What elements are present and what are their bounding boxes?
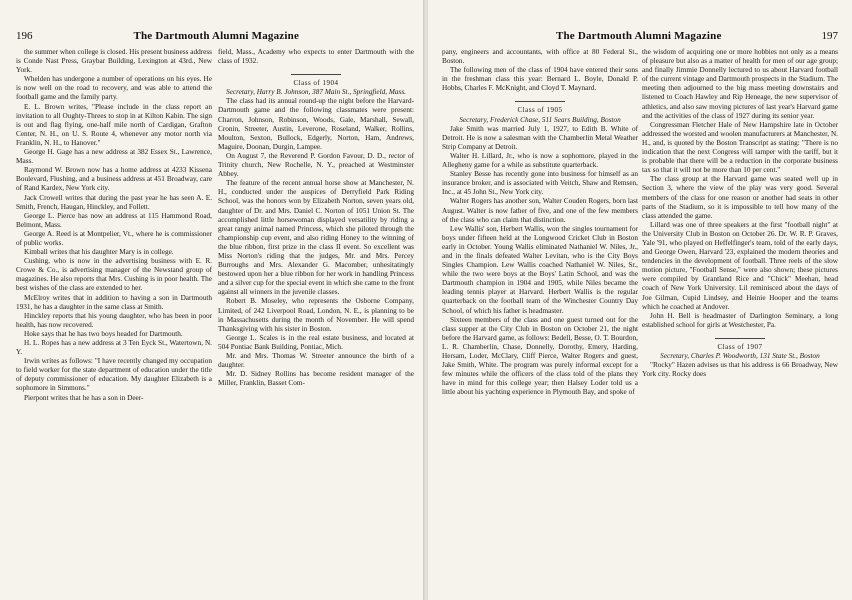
paragraph: George L. Scales is in the real estate business, and located at 504 Pontiac Bank Building, Pontiac, Mich. <box>218 333 414 351</box>
paragraph: pany, engineers and accountants, with office at 80 Federal St., Boston. <box>442 48 638 66</box>
magazine-title: The Dartmouth Alumni Magazine <box>555 30 722 42</box>
paragraph: Stanley Besse has recently gone into business for himself as an insurance broker, and is associated with Veitch, Shaw and Remsen, Inc., at 45 John St., New York city. <box>442 170 638 197</box>
class-secretary: Secretary, Harry B. Johnson, 387 Main St., Springfield, Mass. <box>226 88 406 97</box>
paragraph: field, Mass., Academy who expects to enter Dartmouth with the class of 1932. <box>218 48 414 66</box>
paragraph: John H. Bell is headmaster of Darlington Seminary, a long established school for girls at Westchester, Pa. <box>642 311 838 329</box>
paragraph: "Rocky" Hazen advises us that his address is 66 Broadway, New York city. Rocky does <box>642 361 838 379</box>
paragraph: H. L. Ropes has a new address at 3 Ten Eyck St., Watertown, N. Y. <box>16 339 212 357</box>
left-column-2 <box>218 48 414 403</box>
right-page <box>428 0 852 600</box>
right-page-header <box>442 30 838 42</box>
paragraph: McElroy writes that in addition to having a son in Dartmouth 1931, he has a daughter in the same class at Smith. <box>16 293 212 311</box>
paragraph: George L. Pierce has now an address at 115 Hammond Road, Belmont, Mass. <box>16 211 212 229</box>
class-1905-heading-block <box>442 101 638 115</box>
paragraph: Sixteen members of the class and one guest turned out for the class supper at the City Club in Boston on October 21, the night before the Harvard game, as follows: Bedell, Besse, O. T. Bourdon, L. R. Chamberlin, Chase, Donnelly, Dorothy, Emery, Harding, Hersam, Loder, McClary, Cliff Pierce, Walter Rogers and guest, Jake Smith, White. The program was purely informal except for a few minutes while the officers of the class told of the plans they have in mind for this college year; then Halsey Loder told us a little about his yachting experience in Plymouth Bay, and spoke of <box>442 315 638 397</box>
paragraph: Lillard was one of three speakers at the first "football night" at the University Club in Boston on October 26. Dr. W. R. P. Graves, Yale '91, who played on Heffelfinger's team, told of the early days, and George Owen, Harvard '23, explained the modern theories and tendencies in the development of football. Three reels of the slow motion picture, "Football Sense," were also shown; these pictures were compiled by Grantland Rice and "Chick" Meehan, head coach of New York University. Lil reminisced about the days of Joe Gilman, Cupid Lindsey, and Heinie Hooper and the teams which he coached at Andover. <box>642 220 838 311</box>
left-columns <box>16 48 414 403</box>
paragraph: The feature of the recent annual horse show at Manchester, N. H., conducted under the auspices of Derryfield Park Riding School, was the honors won by Elizabeth Norton, seven years old, daughter of Dr. and Mrs. Daniel C. Norton of 1051 Union St. The accomplished little horsewoman displayed versatility by riding a great rangy animal named Princess, which she piloted through the championship cup event, and also riding Honey to the winning of the blue ribbon, first prize in the class II event. So excellent was Miss Norton's riding that the judges, Mr. and Mrs. Percey Burroughs and Mrs. Alexander G. Macomber, unhesitatingly bestowed upon her a blue ribbon for her work in handling Princess and a silver cup for the special event in which she came to the front against all winners in the juvenile classes. <box>218 179 414 297</box>
paragraph: Hoke says that he has two boys headed for Dartmouth. <box>24 329 183 338</box>
class-heading: Class of 1907 <box>717 342 763 351</box>
paragraph: Jack Crowell writes that during the past year he has seen A. E. Smith, French, Haugan, Hinckley, and Follett. <box>16 193 212 211</box>
right-column-2 <box>642 48 838 397</box>
paragraph: Cushing, who is now in the advertising business with E. R. Crowe & Co., is advertising manager of the Newstand group of magazines. He also reports that Mrs. Cushing is in poor health. The best wishes of the class are extended to her. <box>16 257 212 293</box>
paragraph: Walter Rogers has another son, Walter Couden Rogers, born last August. Walter is now father of five, and one of the few members of the class who can claim that distinction. <box>442 197 638 224</box>
paragraph: George H. Gage has a new address at 382 Essex St., Lawrence, Mass. <box>16 148 212 166</box>
paragraph: The class group at the Harvard game was seated well up in Section 3, where the view of the play was very good. Several members of the class for one reason or another had seats in other parts of the Stadium, so it is impossible to tell how many of the class attended the game. <box>642 175 838 220</box>
left-column-1 <box>16 48 212 403</box>
divider <box>515 101 565 102</box>
paragraph: Kimball writes that his daughter Mary is in college. <box>24 248 174 257</box>
right-columns <box>442 48 838 397</box>
paragraph: Lew Wallis' son, Herbert Wallis, won the singles tournament for boys under fifteen held at the Longwood Cricket Club in Boston early in October. Young Wallis eliminated Nathaniel W. Niles, Jr., and in the finals defeated Walter Levitan, who is the City Boys Singles Champion. Lew Wallis coached Nathaniel W. Niles, Sr., while the two were boys at the Boys' Latin School, and was the Dartmouth champion in 1904 and 1905, while Niles became the leading tennis player at Harvard. Herbert Wallis is the regular quarterback on the football team of the Winchester Country Day School, of which his father is headmaster. <box>442 224 638 315</box>
paragraph: George A. Reed is at Montpelier, Vt., where he is commissioner of public works. <box>16 229 212 247</box>
paragraph: Jake Smith was married July 1, 1927, to Edith B. White of Detroit. He is now a salesman with the Chamberlin Metal Weather Strip Company at Detroit. <box>442 124 638 151</box>
paragraph: the summer when college is closed. His present business address is Conde Nast Press, Graybar Building, Lexington at 43rd., New York. <box>16 48 212 75</box>
class-secretary: Secretary, Charles P. Woodworth, 131 State St., Boston <box>660 352 820 360</box>
class-heading: Class of 1904 <box>293 79 339 88</box>
magazine-title: The Dartmouth Alumni Magazine <box>133 30 300 42</box>
paragraph: The class had its annual round-up the night before the Harvard-Dartmouth game and the following classmates were present: Charron, Johnson, Robinson, Woods, Gale, Marshall, Sewall, Cronin, Streeter, Austin, Leverone, Roseland, Walker, Rollins, Moulton, Sexton, Bullock, Edgerly, Norton, Ham, Andrews, Maguire, Doonan, Durgin, Lampee. <box>218 97 414 151</box>
paragraph: Pierpont writes that he has a son in Deer- <box>24 393 144 402</box>
paragraph: Robert B. Moseley, who represents the Osborne Company, Limited, of 242 Liverpool Road, London, N. E., is planning to be in Massachusetts during the month of November. He will spend Thanksgiving with his sister in Boston. <box>218 297 414 333</box>
paragraph: Congressman Fletcher Hale of New Hampshire late in October addressed the worsted and woolen manufacturers at Manchester, N. H., and, is quoted by the Boston Transcript as stating: "There is no indication that the next Congress will tamper with the tariff, but it is probable that there will be a reduction in the corporate business tax so that it will not be more than 10 per cent." <box>642 120 838 175</box>
paragraph: Hinckley reports that his young daughter, who has been in poor health, has now recovered. <box>16 311 212 329</box>
page-number: 197 <box>821 30 838 42</box>
paragraph: Mr. and Mrs. Thomas W. Streeter announce the birth of a daughter. <box>218 352 414 370</box>
paragraph: The following men of the class of 1904 have entered their sons in the freshman class this year: Bernard L. Boyle, Donald P. Hobbs, Charles F. McKnight, and Cloyd T. Maynard. <box>442 66 638 93</box>
class-secretary: Secretary, Frederick Chase, 511 Sears Building, Boston <box>459 115 621 124</box>
paragraph: Whelden has undergone a number of operations on his eyes. He is now well on the road to recovery, and was able to attend the football game and the family party. <box>16 75 212 102</box>
class-1907-heading-block <box>642 338 838 352</box>
left-page-header <box>16 30 414 42</box>
paragraph: Raymond W. Brown now has a home address at 4233 Kissena Boulevard, Flushing, and a business address at 451 Broadway, care of Rand Kardex, New York city. <box>16 166 212 193</box>
page-number: 196 <box>16 30 33 42</box>
paragraph: E. L. Brown writes, "Please include in the class report an invitation to all Oughty-Threes to stop in at Kilton Kabin. The sign is out and flag flying, one-half mile north of Cardigan, Grafton Center, N. H., on U. S. Route 4, whenever any motor north via Franklin, N. H., to Hanover." <box>16 102 212 147</box>
paragraph: the wisdom of acquiring one or more hobbies not only as a means of pleasure but also as a matter of health for men of our age group; and finally Jimmie Donnelly lectured to us about Harvard football of the current vintage and Dartmouth prospects in the Stadium. The meeting then adjourned to the big mass meeting downstairs and listened to Coach Hawley and Rip Heneage, the new supervisor of athletics, and also saw moving pictures of last year's Harvard game and the activities of the class of 1927 during its senior year. <box>642 48 838 120</box>
divider <box>715 338 765 339</box>
paragraph: Walter H. Lillard, Jr., who is now a sophomore, played in the Allegheny game for a while as substitute quarterback. <box>442 151 638 170</box>
right-column-1 <box>442 48 638 397</box>
paragraph: On August 7, the Reverend P. Gordon Favour, D. D., rector of Trinity church, New Rochelle, N. Y., preached at Westminster Abbey. <box>218 151 414 179</box>
class-heading: Class of 1905 <box>517 106 563 115</box>
paragraph: Mr. D. Sidney Rollins has become resident manager of the Miller, Franklin, Basset Com- <box>218 370 414 388</box>
divider <box>291 74 341 75</box>
class-1904-heading-block <box>218 74 414 88</box>
paragraph: Irwin writes as follows: "I have recently changed my occupation to field worker for the state department of education under the title of deputy commissioner of education. My daughter Elizabeth is a sophomore in Simmons." <box>16 357 212 393</box>
left-page <box>0 0 424 600</box>
